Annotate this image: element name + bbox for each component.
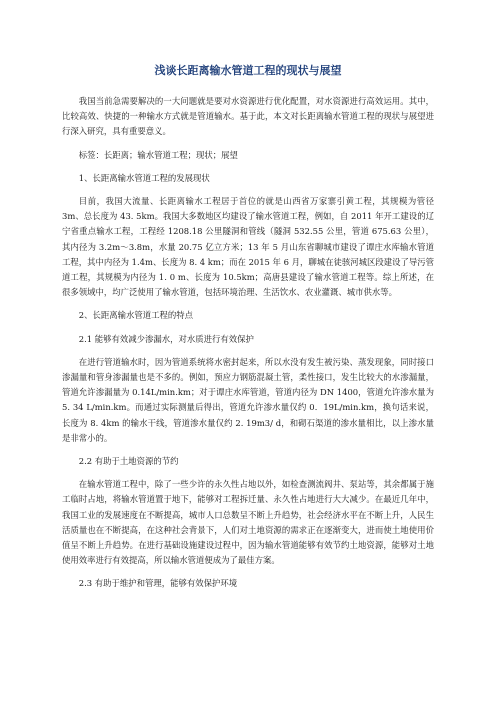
subsection-heading: 2.3 有助于维护和管理，能够有效保护环境	[78, 578, 238, 589]
section-heading: 2、长距离输水管道工程的特点	[78, 310, 193, 321]
body-paragraph: 目前，我国大流量、长距离输水工程居于首位的就是山西省万家寨引黄工程，其规模为管径 3m、总长度为 43. 5km。我国大多数地区均建设了输水管道工程，例如，自 2011 年开工建设的辽宁省重点输水工程，工程经 1208.18 公里隧洞和管线（隧洞 532.55 公里，管道 675.63 公里），其内径为 3.2m～3.8m，水量 20.75 亿立方米；13 年 5 月山东省聊城市建设了谭庄水库输水管道工程，其中内径为 1.4m、长度为 8. 4 km；而在 2015 年 6 月，聊城在徒骇河城区段建设了导污管道工程，其规模为内径为 1. 0 m、长度为 10.5km；高唐县建设了输水管道工程等。综上所述，在很多领域中，均广泛使用了输水管道，包括环境治理、生活饮水、农业灌溉、城市供水等。	[62, 196, 434, 298]
document-title: 浅谈长距离输水管道工程的现状与展望	[154, 64, 342, 77]
section-heading: 1、长距离输水管道工程的发展现状	[78, 172, 210, 183]
keywords-line: 标签：长距离；输水管道工程；现状；展望	[78, 149, 238, 160]
subsection-heading: 2.1 能够有效减少渗漏水，对水质进行有效保护	[78, 333, 254, 344]
body-paragraph: 在进行管道输水时，因为管道系统将水密封起来，所以水没有发生被污染、蒸发现象，同时接口渗漏量和管身渗漏量也是不多的。例如，预应力钢筋混凝土管，柔性接口，发生比较大的水渗漏量，管道允许渗漏量为 0.14L/min.km；对于谭庄水库管道，管道内径为 DN 1400，管道允许渗水量为 5. 34 L/min.km。而通过实际测量后得出，管道允许渗水量仅约 0．19L/min.km，换句话来说，长度为 8. 4km 的输水干线，管道渗水量仅约 2. 19m3/ d，和砌石渠道的渗水量相比，以上渗水量是非常小的。	[62, 356, 434, 443]
body-paragraph: 在输水管道工程中，除了一些少许的永久性占地以外，如检查测流阀井、泵站等，其余都属于施工临时占地，将输水管道置于地下，能够对工程拆迁量、永久性占地进行大大减少。在最近几年中，我国工业的发展速度在不断提高，城市人口总数呈不断上升趋势，社会经济水平在不断上升，人民生活质量也在不断提高，在这种社会背景下，人们对土地资源的需求正在逐渐变大，进而使土地使用价值呈不断上升趋势。在进行基础设施建设过程中，因为输水管道能够有效节约土地资源，能够对土地使用效率进行有效提高，所以输水管道便成为了最佳方案。	[62, 479, 434, 566]
subsection-heading: 2.2 有助于土地资源的节约	[78, 456, 179, 467]
body-paragraph: 我国当前急需要解决的一大问题就是要对水资源进行优化配置，对水资源进行高效运用。其中，比较高效、快捷的一种输水方式就是管道输水。基于此，本文对长距离输水管道工程的现状与展望进行深入研究，具有重要意义。	[62, 96, 434, 137]
